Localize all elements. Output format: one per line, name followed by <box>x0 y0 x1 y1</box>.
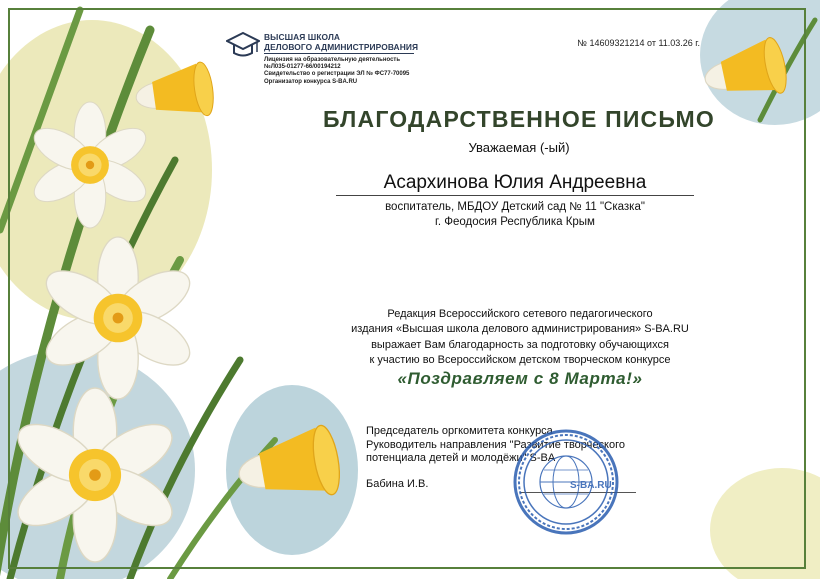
recipient-position: воспитатель, МБДОУ Детский сад № 11 "Сказка" <box>385 201 645 213</box>
organization-name-line1: ВЫСШАЯ ШКОЛА <box>264 32 341 42</box>
recipient-name: Асархинова Юлия Андреевна <box>383 172 647 193</box>
gratitude-line4: к участию во Всероссийском детском творческом конкурсе <box>369 353 671 366</box>
gratitude-line3: выражает Вам благодарность за подготовку обучающихся <box>371 338 669 351</box>
gratitude-text <box>318 307 722 368</box>
signature-title-line1: Председатель оргкомитета конкурса <box>366 425 553 437</box>
organizer-text: Организатор конкурса S-BA.RU <box>264 78 358 85</box>
contest-name: «Поздравляем с 8 Марта!» <box>397 369 643 388</box>
registration-text: Свидетельство о регистрации ЭЛ № ФС77-70095 <box>264 71 410 78</box>
organization-name <box>264 32 418 52</box>
gratitude-line2: издания «Высшая школа делового администрирования» S-BA.RU <box>351 323 689 336</box>
organization-divider <box>264 53 414 54</box>
greeting: Уважаемая (-ый) <box>468 140 570 155</box>
document-number: № 14609321214 от 11.03.26 г. <box>577 38 700 48</box>
official-stamp <box>512 428 620 536</box>
signature-title-line3: потенциала детей и молодёжи" S-BA <box>366 452 556 464</box>
graduation-cap-icon <box>226 30 260 60</box>
organization-name-line2: ДЕЛОВОГО АДМИНИСТРИРОВАНИЯ <box>264 42 419 52</box>
recipient-location: г. Феодосия Республика Крым <box>435 216 595 228</box>
stamp-text: S-BA.RU <box>570 480 612 491</box>
signer-name: Бабина И.В. <box>366 478 429 490</box>
license-number: №Л035-01277-66/00194212 <box>264 64 341 71</box>
recipient-position-block <box>320 200 710 230</box>
recipient-underline <box>336 195 694 196</box>
license-text: Лицензия на образовательную деятельность <box>264 57 401 63</box>
organization-details <box>264 57 409 86</box>
gratitude-line1: Редакция Всероссийского сетевого педагогического <box>387 308 653 320</box>
signature-title-line2: Руководитель направления "Развитие творческого <box>366 438 625 451</box>
certificate-title: БЛАГОДАРСТВЕННОЕ ПИСЬМО <box>323 106 715 132</box>
